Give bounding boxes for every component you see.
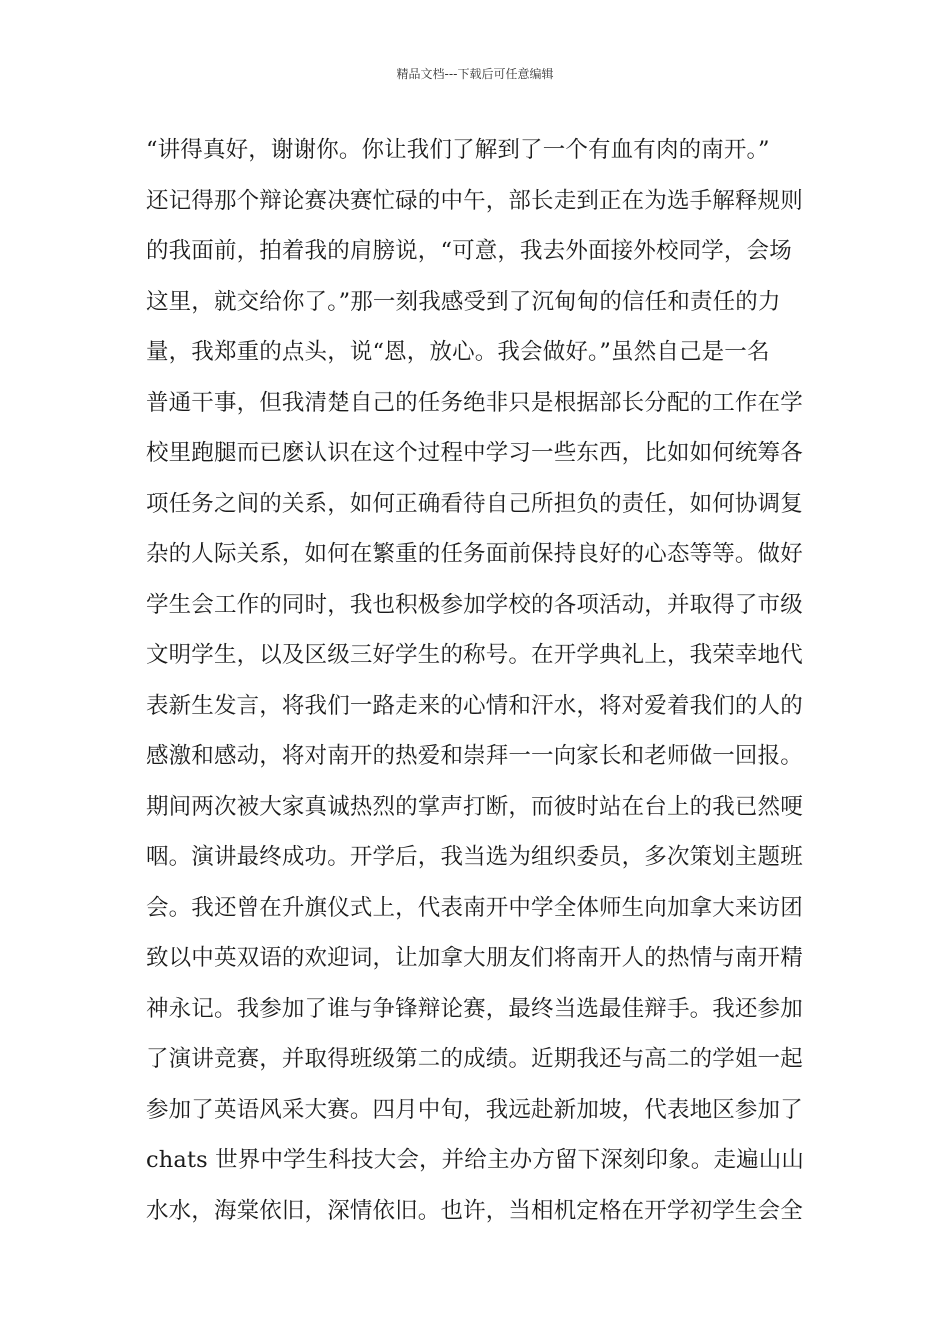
- text-line: 校里跑腿而已麽认识在这个过程中学习一些东西，比如如何统筹各: [146, 440, 803, 466]
- text-line: 了演讲竞赛，并取得班级第二的成绩。近期我还与高二的学姐一起: [146, 1046, 803, 1072]
- text-line: 项任务之间的关系，如何正确看待自己所担负的责任，如何协调复: [146, 490, 803, 517]
- text-line: 学生会工作的同时，我也积极参加学校的各项活动，并取得了市级: [146, 591, 803, 618]
- text-line: 的我面前，拍着我的肩膀说，“可意，我去外面接外校同学，会场: [146, 238, 792, 264]
- text-line: 量，我郑重的点头，说“恩，放心。我会做好。”虽然自己是一名: [146, 339, 770, 365]
- document-body: [146, 128, 812, 1239]
- text-line: chats 世界中学生科技大会，并给主办方留下深刻印象。走遍山山: [146, 1147, 805, 1173]
- text-line: 致以中英双语的欢迎词，让加拿大朋友们将南开人的热情与南开精: [146, 945, 803, 971]
- text-line: 还记得那个辩论赛决赛忙碌的中午，部长走到正在为选手解释规则: [146, 187, 803, 214]
- text-line: 水水，海棠依旧，深情依旧。也许，当相机定格在开学初学生会全: [146, 1197, 803, 1224]
- text-line: 杂的人际关系，如何在繁重的任务面前保持良好的心态等等。做好: [146, 541, 803, 567]
- text-line: 参加了英语风采大赛。四月中旬，我远赴新加坡，代表地区参加了: [146, 1096, 803, 1123]
- text-line: 这里，就交给你了。”那一刻我感受到了沉甸甸的信任和责任的力: [146, 288, 781, 315]
- text-line: “讲得真好，谢谢你。你让我们了解到了一个有血有肉的南开。”: [146, 137, 770, 163]
- text-line: 普通干事，但我清楚自己的任务绝非只是根据部长分配的工作在学: [146, 389, 803, 416]
- text-line: 神永记。我参加了谁与争锋辩论赛，最终当选最佳辩手。我还参加: [146, 995, 803, 1022]
- text-line: 期间两次被大家真诚热烈的掌声打断，而彼时站在台上的我已然哽: [146, 793, 803, 820]
- text-line: 咽。演讲最终成功。开学后，我当选为组织委员，多次策划主题班: [146, 844, 803, 870]
- text-line: 文明学生，以及区级三好学生的称号。在开学典礼上，我荣幸地代: [146, 642, 803, 668]
- text-line: 感激和感动，将对南开的热爱和崇拜一一向家长和老师做一回报。: [146, 743, 803, 769]
- page-header: 精品文档---下载后可任意编辑: [396, 67, 554, 81]
- text-line: 表新生发言，将我们一路走来的心情和汗水，将对爱着我们的人的: [146, 692, 803, 719]
- text-line: 会。我还曾在升旗仪式上，代表南开中学全体师生向加拿大来访团: [146, 894, 803, 921]
